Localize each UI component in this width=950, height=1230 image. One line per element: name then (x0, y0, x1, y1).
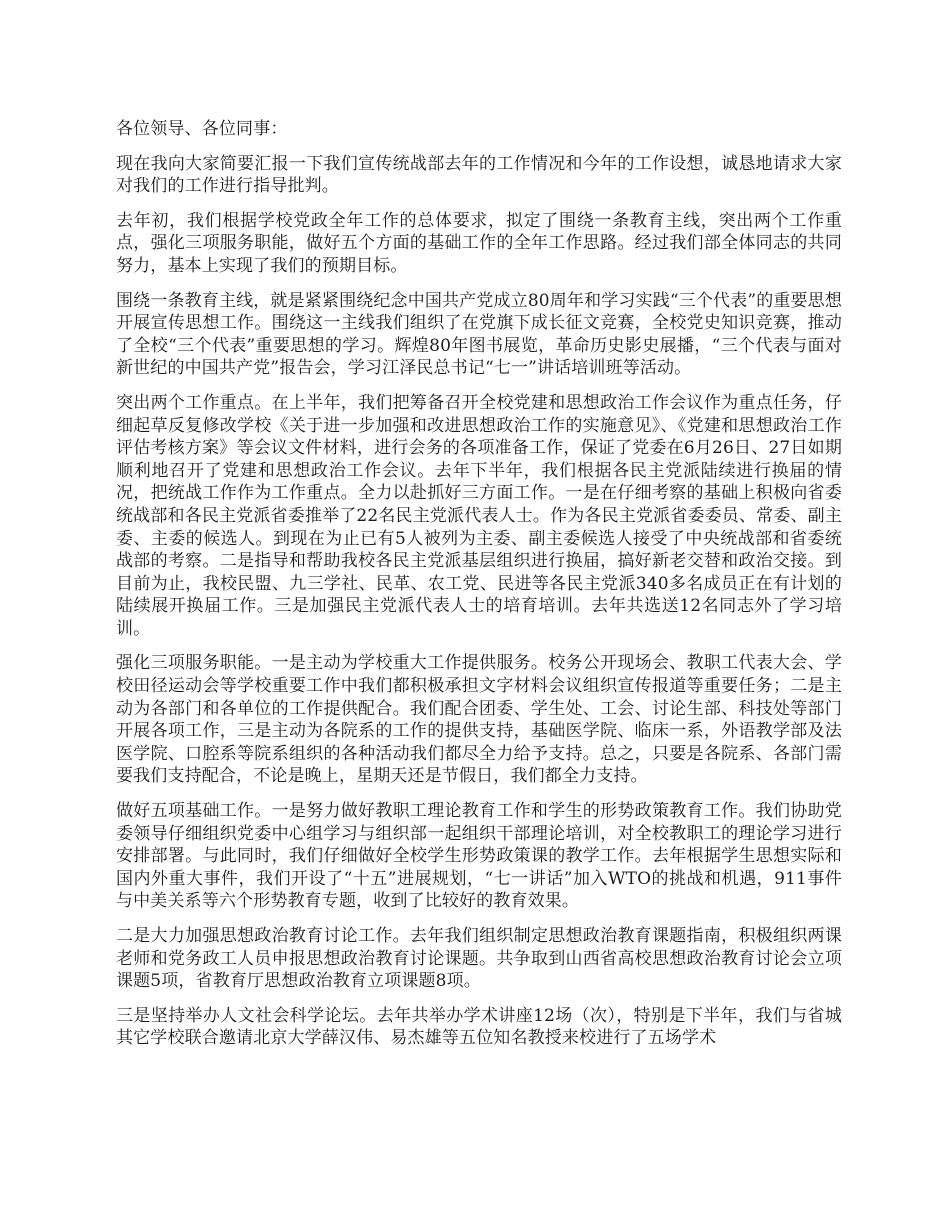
paragraph-five-basic-tasks: 做好五项基础工作。一是努力做好教职工理论教育工作和学生的形势政策教育工作。我们协助党委领导仔细组织党委中心组学习与组织部一起组织干部理论培训，对全校教职工的理论学习进行安排部署。与此同时，我们仔细做好全校学生形势政策课的教学工作。去年根据学生思想实际和国内外重大事件，我们开设了“十五”进展规划，“七一讲话”加入WTO的挑战和机遇，911事件与中美关系等六个形势教育专题，收到了比较好的教育效果。 (116, 801, 842, 912)
paragraph-two-key-tasks: 突出两个工作重点。在上半年，我们把筹备召开全校党建和思想政治工作会议作为重点任务，仔细起草反复修改学校《关于进一步加强和改进思想政治工作的实施意见》、《党建和思想政治工作评估考核方案》等会议文件材料，进行会务的各项准备工作，保证了党委在6月26日、27日如期顺利地召开了党建和思想政治工作会议。去年下半年，我们根据各民主党派陆续进行换届的情况，把统战工作作为工作重点。全力以赴抓好三方面工作。一是在仔细考察的基础上积极向省委统战部和各民主党派省委推举了22名民主党派代表人士。作为各民主党派省委委员、常委、副主委、主委的候选人。到现在为止已有5人被列为主委、副主委候选人接受了中央统战部和省委统战部的考察。二是指导和帮助我校各民主党派基层组织进行换届，搞好新老交替和政治交接。到目前为止，我校民盟、九三学社、民革、农工党、民进等各民主党派340多名成员正在有计划的陆续展开换届工作。三是加强民主党派代表人士的培育培训。去年共选送12名同志外了学习培训。 (116, 392, 842, 639)
paragraph-three-service-functions: 强化三项服务职能。一是主动为学校重大工作提供服务。校务公开现场会、教职工代表大会、学校田径运动会等学校重要工作中我们都积极承担文字材料会议组织宣传报道等重要任务；二是主动为各部门和各单位的工作提供配合。我们配合团委、学生处、工会、讨论生部、科技处等部门开展各项工作，三是主动为各院系的工作的提供支持，基础医学院、临床一系，外语教学部及法医学院、口腔系等院系组织的各种活动我们都尽全力给予支持。总之，只要是各院系、各部门需要我们支持配合，不论是晚上，星期天还是节假日，我们都全力支持。 (116, 653, 842, 787)
greeting: 各位领导、各位同事： (116, 119, 288, 139)
paragraph-intro: 现在我向大家简要汇报一下我们宣传统战部去年的工作情况和今年的工作设想，诚恳地请求大家对我们的工作进行指导批判。 (116, 153, 842, 197)
paragraph-humanities-forum: 三是坚持举办人文社会科学论坛。去年共举办学术讲座12场（次），特别是下半年，我们与省城其它学校联合邀请北京大学薛汉伟、易杰雄等五位知名教授来校进行了五场学术 (116, 1005, 842, 1049)
paragraph-research-work: 二是大力加强思想政治教育讨论工作。去年我们组织制定思想政治教育课题指南，积极组织两课老师和党务政工人员申报思想政治教育讨论课题。共争取到山西省高校思想政治教育讨论会立项课题5项，省教育厅思想政治教育立项课题8项。 (116, 926, 842, 992)
document-body (116, 118, 842, 1062)
paragraph-education-mainline: 围绕一条教育主线，就是紧紧围绕纪念中国共产党成立80周年和学习实践“三个代表”的重要思想开展宣传思想工作。围绕这一主线我们组织了在党旗下成长征文竞赛，全校党史知识竞赛，推动了全校“三个代表”重要思想的学习。辉煌80年图书展览，革命历史影史展播，“三个代表与面对新世纪的中国共产党”报告会，学习江泽民总书记“七一”讲话培训班等活动。 (116, 290, 842, 379)
paragraph-overview: 去年初，我们根据学校党政全年工作的总体要求，拟定了围绕一条教育主线，突出两个工作重点，强化三项服务职能，做好五个方面的基础工作的全年工作思路。经过我们部全体同志的共同努力，基本上实现了我们的预期目标。 (116, 210, 842, 276)
